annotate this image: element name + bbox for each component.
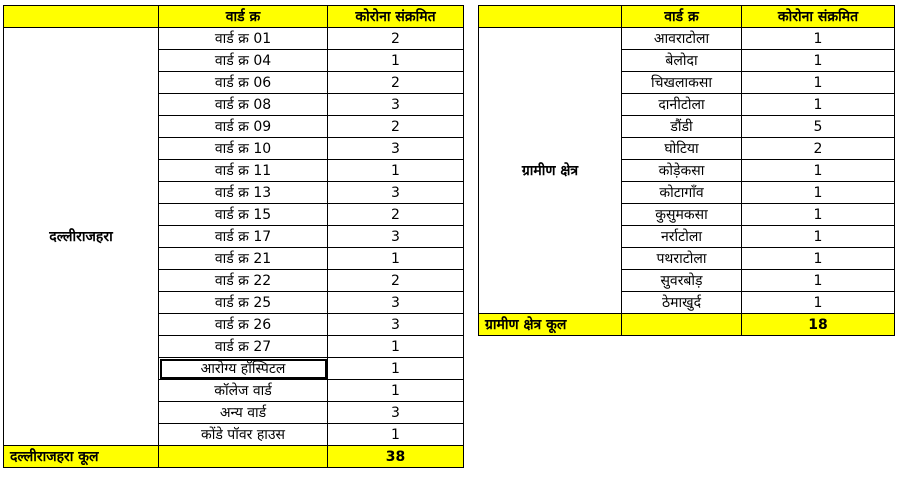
cases-cell[interactable]: 3 <box>328 314 464 336</box>
cases-cell[interactable]: 1 <box>742 226 895 248</box>
ward-name-cell[interactable]: वार्ड क्र 17 <box>159 226 328 248</box>
ward-name-cell[interactable]: वार्ड क्र 06 <box>159 72 328 94</box>
cases-cell[interactable]: 1 <box>328 358 464 380</box>
cases-cell[interactable]: 1 <box>742 28 895 50</box>
ward-name-cell[interactable]: वार्ड क्र 13 <box>159 182 328 204</box>
ward-name-cell[interactable]: सुवरबोड़ <box>622 270 742 292</box>
ward-name-cell[interactable]: चिखलाकसा <box>622 72 742 94</box>
cases-cell[interactable]: 2 <box>328 28 464 50</box>
cases-cell[interactable]: 2 <box>328 116 464 138</box>
ward-name-cell[interactable]: आरोग्य हॉस्पिटल <box>159 358 328 380</box>
cases-cell[interactable]: 1 <box>328 50 464 72</box>
cases-cell[interactable]: 1 <box>742 270 895 292</box>
ward-name-cell[interactable]: बेलोदा <box>622 50 742 72</box>
cases-cell[interactable]: 2 <box>328 270 464 292</box>
ward-name-cell[interactable]: वार्ड क्र 25 <box>159 292 328 314</box>
ward-name-cell[interactable]: ठेमाखुर्द <box>622 292 742 314</box>
ward-name-cell[interactable]: कुसुमकसा <box>622 204 742 226</box>
ward-name-cell[interactable]: कॉलेज वार्ड <box>159 380 328 402</box>
total-value: 38 <box>328 446 464 468</box>
urban-cases-table <box>3 5 464 468</box>
cases-cell[interactable]: 2 <box>328 72 464 94</box>
header-cases: कोरोना संक्रमित <box>328 6 464 28</box>
ward-name-cell[interactable]: नर्राटोला <box>622 226 742 248</box>
cases-cell[interactable]: 1 <box>742 204 895 226</box>
header-row <box>479 6 895 28</box>
ward-name-cell[interactable]: वार्ड क्र 08 <box>159 94 328 116</box>
header-ward: वार्ड क्र <box>622 6 742 28</box>
ward-name-cell[interactable]: पथराटोला <box>622 248 742 270</box>
ward-name-cell[interactable]: वार्ड क्र 27 <box>159 336 328 358</box>
cases-cell[interactable]: 1 <box>328 248 464 270</box>
table-row <box>479 28 895 50</box>
total-label: ग्रामीण क्षेत्र कूल <box>479 314 622 336</box>
ward-name-cell[interactable]: कोटागाँव <box>622 182 742 204</box>
cases-cell[interactable]: 3 <box>328 226 464 248</box>
cases-cell[interactable]: 1 <box>742 94 895 116</box>
header-blank <box>4 6 159 28</box>
cases-cell[interactable]: 5 <box>742 116 895 138</box>
table-row <box>4 28 464 50</box>
total-blank <box>622 314 742 336</box>
ward-name-cell[interactable]: वार्ड क्र 09 <box>159 116 328 138</box>
cases-cell[interactable]: 3 <box>328 292 464 314</box>
cases-cell[interactable]: 1 <box>328 160 464 182</box>
cases-cell[interactable]: 2 <box>742 138 895 160</box>
header-row <box>4 6 464 28</box>
total-row <box>479 314 895 336</box>
region-label: ग्रामीण क्षेत्र <box>479 28 622 314</box>
ward-name-cell[interactable]: वार्ड क्र 11 <box>159 160 328 182</box>
cases-cell[interactable]: 3 <box>328 402 464 424</box>
ward-name-cell[interactable]: डौंडी <box>622 116 742 138</box>
ward-name-cell[interactable]: वार्ड क्र 15 <box>159 204 328 226</box>
ward-name-cell[interactable]: वार्ड क्र 10 <box>159 138 328 160</box>
header-blank <box>479 6 622 28</box>
ward-name-cell[interactable]: वार्ड क्र 26 <box>159 314 328 336</box>
region-label: दल्लीराजहरा <box>4 28 159 446</box>
cases-cell[interactable]: 1 <box>742 50 895 72</box>
ward-name-cell[interactable]: घोटिया <box>622 138 742 160</box>
total-value: 18 <box>742 314 895 336</box>
rural-cases-table <box>478 5 895 336</box>
total-blank <box>159 446 328 468</box>
cases-cell[interactable]: 1 <box>742 292 895 314</box>
total-label: दल्लीराजहरा कूल <box>4 446 159 468</box>
cases-cell[interactable]: 3 <box>328 182 464 204</box>
ward-name-cell[interactable]: वार्ड क्र 04 <box>159 50 328 72</box>
ward-name-cell[interactable]: कोंडे पॉवर हाउस <box>159 424 328 446</box>
cases-cell[interactable]: 1 <box>328 424 464 446</box>
header-ward: वार्ड क्र <box>159 6 328 28</box>
ward-name-cell[interactable]: कोड़ेकसा <box>622 160 742 182</box>
cases-cell[interactable]: 1 <box>328 380 464 402</box>
ward-name-cell[interactable]: वार्ड क्र 01 <box>159 28 328 50</box>
ward-name-cell[interactable]: वार्ड क्र 22 <box>159 270 328 292</box>
ward-name-cell[interactable]: दानीटोला <box>622 94 742 116</box>
cases-cell[interactable]: 1 <box>328 336 464 358</box>
ward-name-cell[interactable]: वार्ड क्र 21 <box>159 248 328 270</box>
cases-cell[interactable]: 1 <box>742 160 895 182</box>
cases-cell[interactable]: 2 <box>328 204 464 226</box>
cases-cell[interactable]: 1 <box>742 72 895 94</box>
ward-name-cell[interactable]: अन्य वार्ड <box>159 402 328 424</box>
ward-name-cell[interactable]: आवराटोला <box>622 28 742 50</box>
cases-cell[interactable]: 1 <box>742 248 895 270</box>
header-cases: कोरोना संक्रमित <box>742 6 895 28</box>
cases-cell[interactable]: 3 <box>328 138 464 160</box>
cases-cell[interactable]: 3 <box>328 94 464 116</box>
total-row <box>4 446 464 468</box>
cases-cell[interactable]: 1 <box>742 182 895 204</box>
